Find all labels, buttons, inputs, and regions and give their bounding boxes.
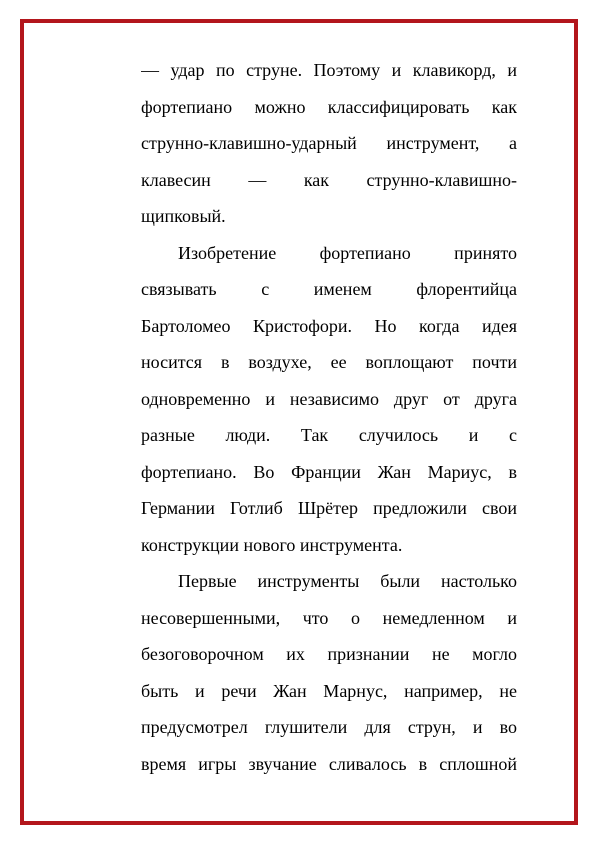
text-line: разные люди. Так случилось и с xyxy=(141,425,517,445)
document-text-body xyxy=(141,52,517,782)
text-line: быть и речи Жан Марнус, например, не xyxy=(141,680,517,701)
text-line: одновременно и независимо друг от друга xyxy=(141,388,517,409)
text-line: Изобретение фортепиано принято xyxy=(178,242,517,263)
text-line: связывать с именем флорентийца xyxy=(141,279,517,299)
text-line: носится в воздухе, ее воплощают почти xyxy=(141,352,517,372)
text-line: время игры звучание сливалось в сплошной xyxy=(141,753,517,774)
text-line: фортепиано можно классифицировать как xyxy=(141,96,517,117)
text-line: безоговорочном их признании не могло xyxy=(141,644,517,664)
text-line: струнно-клавишно-ударный инструмент, а xyxy=(141,133,517,153)
text-line: фортепиано. Во Франции Жан Мариус, в xyxy=(141,461,517,482)
text-line: Бартоломео Кристофори. Но когда идея xyxy=(141,315,517,336)
text-line: — удар по струне. Поэтому и клавикорд, и xyxy=(141,60,517,80)
text-line: несовершенными, что о немедленном и xyxy=(141,607,517,628)
text-line: предусмотрел глушители для струн, и во xyxy=(141,717,517,737)
text-line: конструкции нового инструмента. xyxy=(141,534,403,555)
text-line: клавесин — как струнно-клавишно- xyxy=(141,169,517,190)
text-line: Первые инструменты были настолько xyxy=(178,571,517,591)
text-line: щипковый. xyxy=(141,206,226,226)
text-line: Германии Готлиб Шрётер предложили свои xyxy=(141,498,517,518)
